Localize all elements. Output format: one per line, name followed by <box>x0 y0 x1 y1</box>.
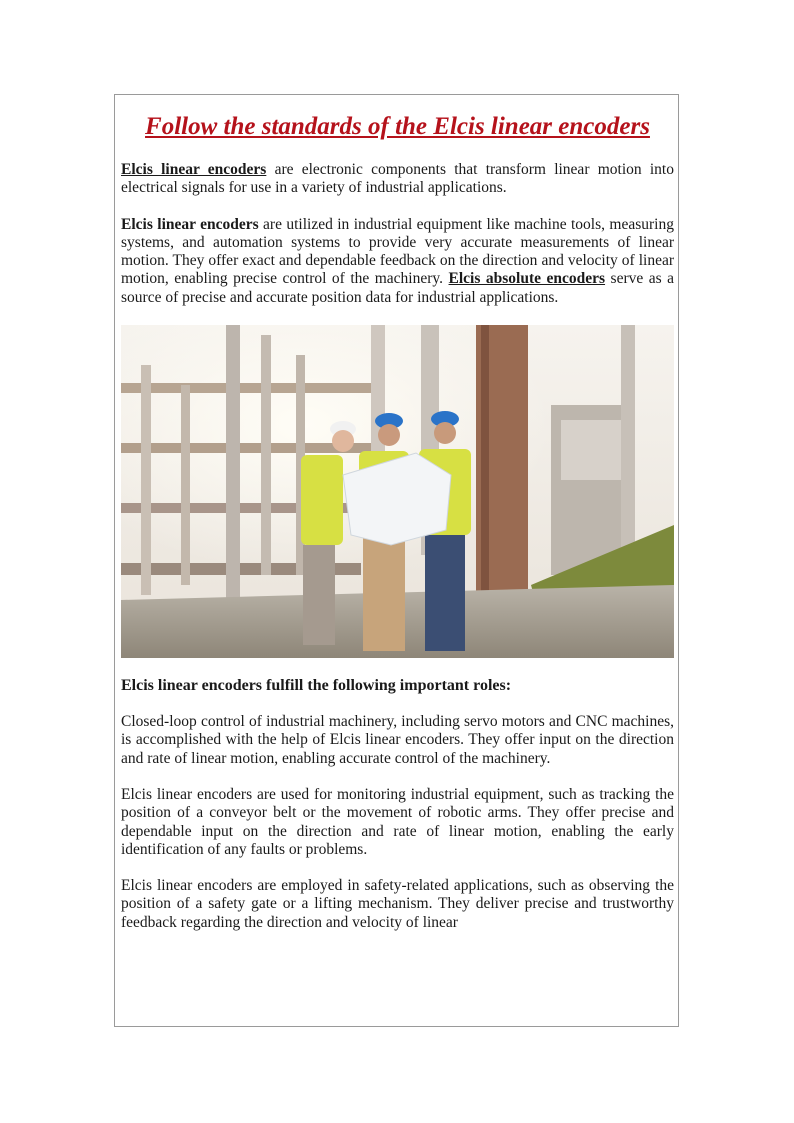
usage-paragraph-text: are utilized in industrial equipment like machine tools, measuring systems, and automation systems to provide very accurate measurements of linear motion. They offer exact and dependable feedback on the direction and velocity of linear motion, enabling precise control of the machinery. <box>121 215 674 288</box>
elcis-absolute-encoders-link[interactable]: Elcis absolute encoders <box>448 270 606 288</box>
intro-paragraph-text: are electronic components that transform linear motion into electrical signals for use in a variety of industrial applications. <box>121 161 674 197</box>
document-content <box>121 113 674 932</box>
usage-paragraph-tail: serve as a source of precise and accurate position data for industrial applications. <box>121 270 675 306</box>
usage-paragraph <box>121 216 674 307</box>
intro-paragraph <box>121 161 674 198</box>
document-title: Follow the standards of the Elcis linear encoders <box>145 113 650 140</box>
usage-paragraph-lead: Elcis linear encoders <box>121 215 259 233</box>
construction-site-photo <box>121 325 674 658</box>
safety-paragraph: Elcis linear encoders are employed in safety-related applications, such as observing the position of a safety gate or a lifting mechanism. They deliver precise and trustworthy feedback regarding the direction and velocity of linear <box>121 877 674 931</box>
roles-subheading: Elcis linear encoders fulfill the following important roles: <box>121 677 512 695</box>
elcis-linear-encoders-link[interactable]: Elcis linear encoders <box>121 161 267 178</box>
page-frame <box>114 94 679 1027</box>
control-paragraph: Closed-loop control of industrial machinery, including servo motors and CNC machines, is accomplished with the help of Elcis linear encoders. They offer input on the direction and rate of linear motion, enabling accurate control of the machinery. <box>121 713 674 767</box>
monitoring-paragraph: Elcis linear encoders are used for monitoring industrial equipment, such as tracking the position of a conveyor belt or the movement of robotic arms. They offer precise and dependable input on the direction and rate of linear motion, enabling the early identification of any faults or problems. <box>121 785 674 858</box>
